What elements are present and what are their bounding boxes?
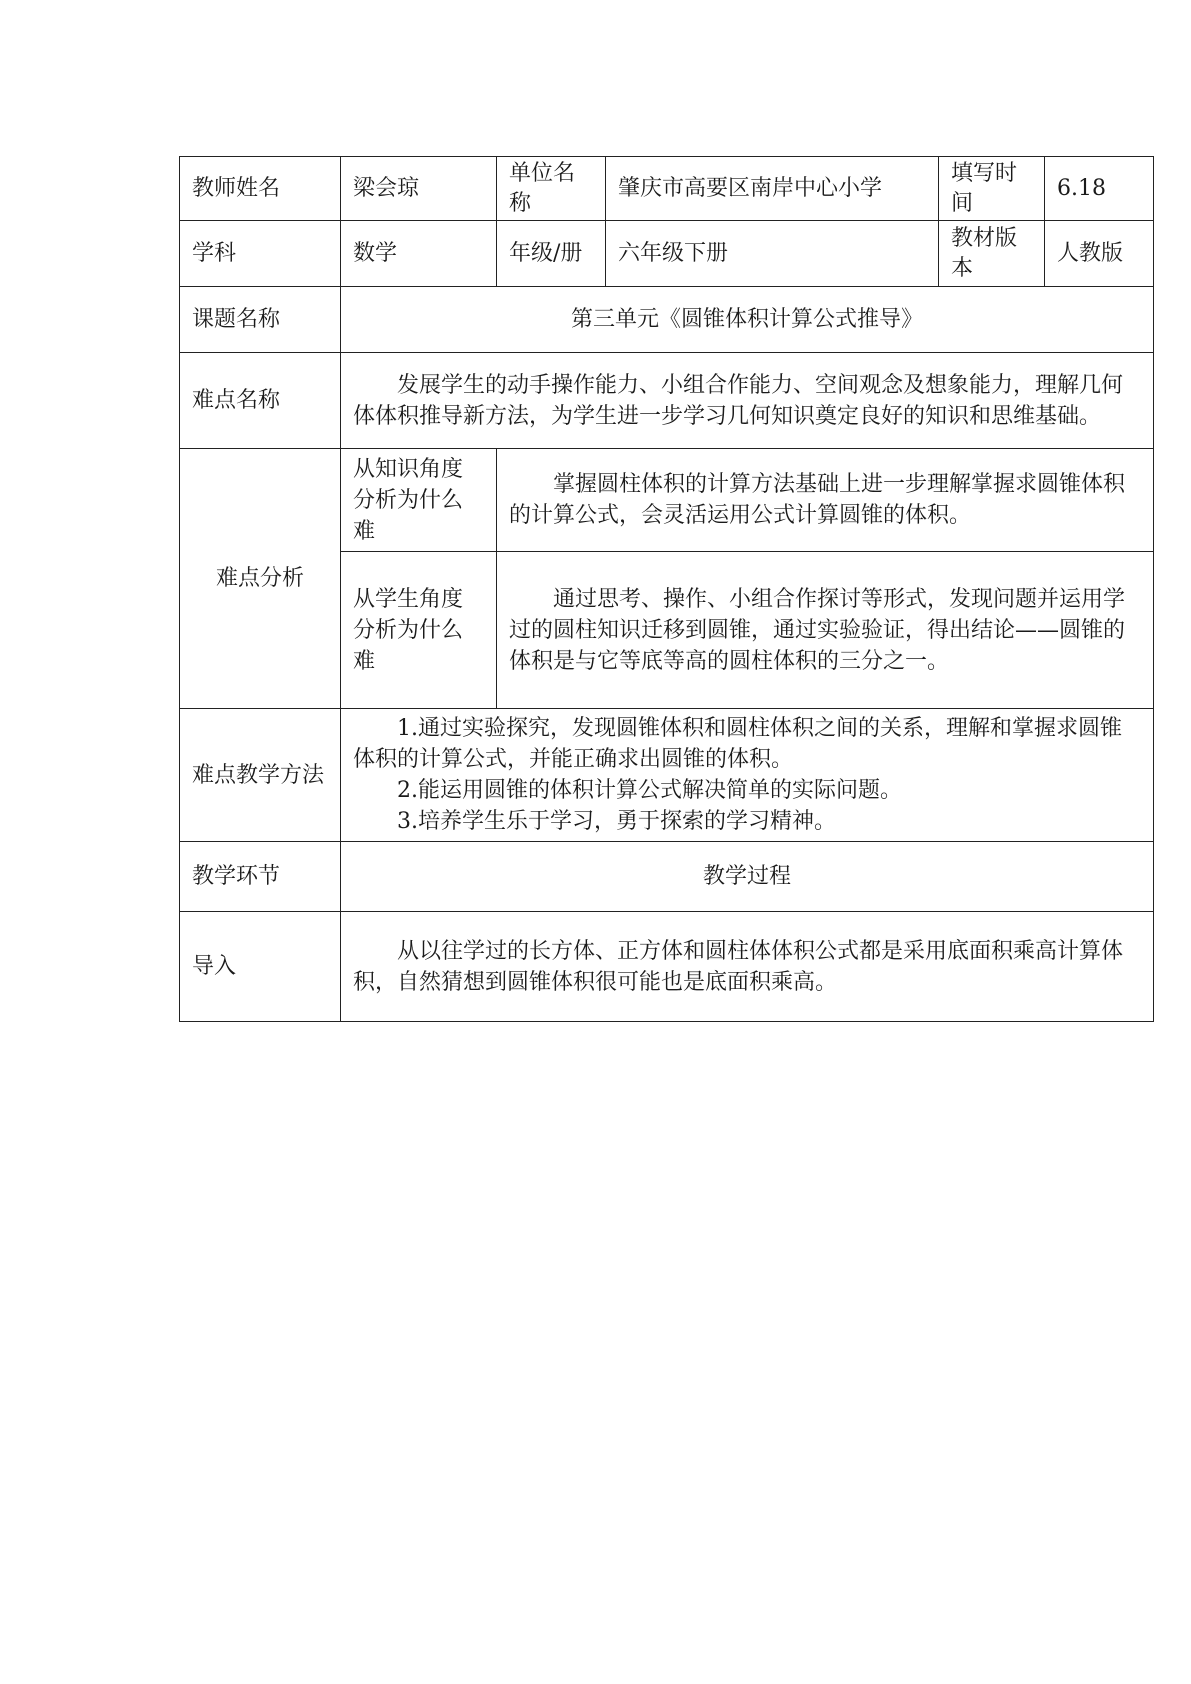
student-angle-label: 从学生角度分析为什么难 [341,552,497,709]
lesson-plan-table [179,156,1154,1022]
subject-label: 学科 [180,221,341,287]
row-intro [180,912,1154,1022]
knowledge-angle-label: 从知识角度分析为什么难 [341,449,497,552]
fill-date-value: 6.18 [1045,157,1154,221]
row-difficulty [180,353,1154,449]
topic-label: 课题名称 [180,287,341,353]
row-analysis-knowledge [180,449,1154,552]
student-angle-value: 通过思考、操作、小组合作探讨等形式，发现问题并运用学过的圆柱知识迁移到圆锥，通过实验验证，得出结论——圆锥的体积是与它等底等高的圆柱体积的三分之一。 [497,552,1154,709]
topic-value: 第三单元《圆锥体积计算公式推导》 [341,287,1154,353]
process-value: 教学过程 [341,842,1154,912]
row-topic [180,287,1154,353]
row-method [180,709,1154,842]
row-subject-info [180,221,1154,287]
unit-name-label: 单位名称 [497,157,606,221]
method-item-3: 3.培养学生乐于学习，勇于探索的学习精神。 [397,809,836,834]
row-process-header [180,842,1154,912]
intro-value: 从以往学过的长方体、正方体和圆柱体体积公式都是采用底面积乘高计算体积，自然猜想到圆锥体积很可能也是底面积乘高。 [341,912,1154,1022]
teacher-name-label: 教师姓名 [180,157,341,221]
row-teacher-info [180,157,1154,221]
method-label: 难点教学方法 [180,709,341,842]
difficulty-value: 发展学生的动手操作能力、小组合作能力、空间观念及想象能力，理解几何体体积推导新方法，为学生进一步学习几何知识奠定良好的知识和思维基础。 [341,353,1154,449]
process-label: 教学环节 [180,842,341,912]
unit-name-value: 肇庆市高要区南岸中心小学 [606,157,939,221]
difficulty-label: 难点名称 [180,353,341,449]
edition-value: 人教版 [1045,221,1154,287]
analysis-label: 难点分析 [180,449,341,709]
method-item-2: 2.能运用圆锥的体积计算公式解决简单的实际问题。 [397,778,902,803]
method-list [341,709,1154,842]
edition-label: 教材版本 [939,221,1045,287]
teacher-name-value: 梁会琼 [341,157,497,221]
subject-value: 数学 [341,221,497,287]
grade-value: 六年级下册 [606,221,939,287]
intro-label: 导入 [180,912,341,1022]
knowledge-angle-value: 掌握圆柱体积的计算方法基础上进一步理解掌握求圆锥体积的计算公式，会灵活运用公式计算圆锥的体积。 [497,449,1154,552]
grade-label: 年级/册 [497,221,606,287]
fill-date-label: 填写时间 [939,157,1045,221]
method-item-1: 1.通过实验探究，发现圆锥体积和圆柱体积之间的关系，理解和掌握求圆锥体积的计算公式，并能正确求出圆锥的体积。 [353,716,1122,772]
